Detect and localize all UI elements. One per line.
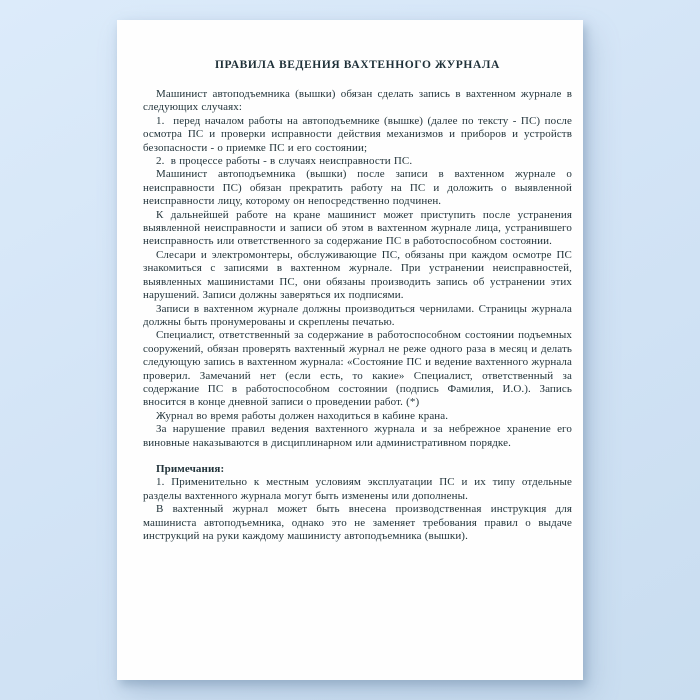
paragraph: Машинист автоподъемника (вышки) обязан сделать запись в вахтенном журнале в следующих случаях: [143, 88, 572, 114]
paragraph: Машинист автоподъемника (вышки) после записи в вахтенном журнале о неисправности ПС) обязан прекратить работу на ПС и доложить о выявленной неисправности лицу, которому он непосредственно подчинен. [143, 168, 572, 208]
document-title: ПРАВИЛА ВЕДЕНИЯ ВАХТЕННОГО ЖУРНАЛА [215, 59, 500, 71]
paragraph: Журнал во время работы должен находиться в кабине крана. [156, 409, 449, 422]
paragraph: Слесари и электромонтеры, обслуживающие ПС, обязаны при каждом осмотре ПС знакомиться с записями в вахтенном журнале. При устранении неисправностей, выявленных машинистами ПС, они обязаны производить запись об устранении этих нарушений. Записи должны заверяться их подписями. [143, 248, 572, 302]
notes-heading: Примечания: [156, 462, 225, 475]
note-paragraph: В вахтенный журнал может быть внесена производственная инструкция для машиниста автоподъемника, однако это не заменяет требования правил о выдаче инструкций на руки каждому машинисту автоподъемника (вышки). [143, 503, 572, 542]
paragraph: Записи в вахтенном журнале должны производиться чернилами. Страницы журнала должны быть пронумерованы и скреплены печатью. [143, 302, 572, 328]
paragraph: За нарушение правил ведения вахтенного журнала и за небрежное хранение его виновные наказываются в дисциплинарном или административном порядке. [143, 423, 572, 449]
document-sheet [117, 20, 583, 680]
paragraph: Специалист, ответственный за содержание в работоспособном состоянии подъемных сооружений, обязан проверять вахтенный журнал не реже одного раза в месяц и делать следующую запись в вахтенном журнала: «Состояние ПС и ведение вахтенного журнала проверил. Замечаний нет (если есть, то какие» Специалист, ответственный за содержание ПС в работоспособном состоянии (подпись Фамилия, И.О.). Запись вносится в конце дневной записи о проведении работ. (*) [143, 329, 572, 409]
document-body [143, 88, 572, 543]
note-paragraph: 1. Применительно к местным условиям эксплуатации ПС и их типу отдельные разделы вахтенного журнала могут быть изменены или дополнены. [143, 476, 572, 502]
paragraph: К дальнейшей работе на кране машинист может приступить после устранения выявленной неисправности и записи об этом в вахтенном журнале лица, устранившего неисправность или ответственного за содержание ПС в работоспособном состоянии. [143, 208, 572, 248]
list-item: 1. перед началом работы на автоподъемнике (вышке) (далее по тексту - ПС) после осмотра ПС и проверки исправности действия механизмов и приборов и устройств безопасности - о приемке ПС и его состоянии; [143, 114, 572, 154]
list-item: 2. в процессе работы - в случаях неисправности ПС. [156, 155, 413, 168]
